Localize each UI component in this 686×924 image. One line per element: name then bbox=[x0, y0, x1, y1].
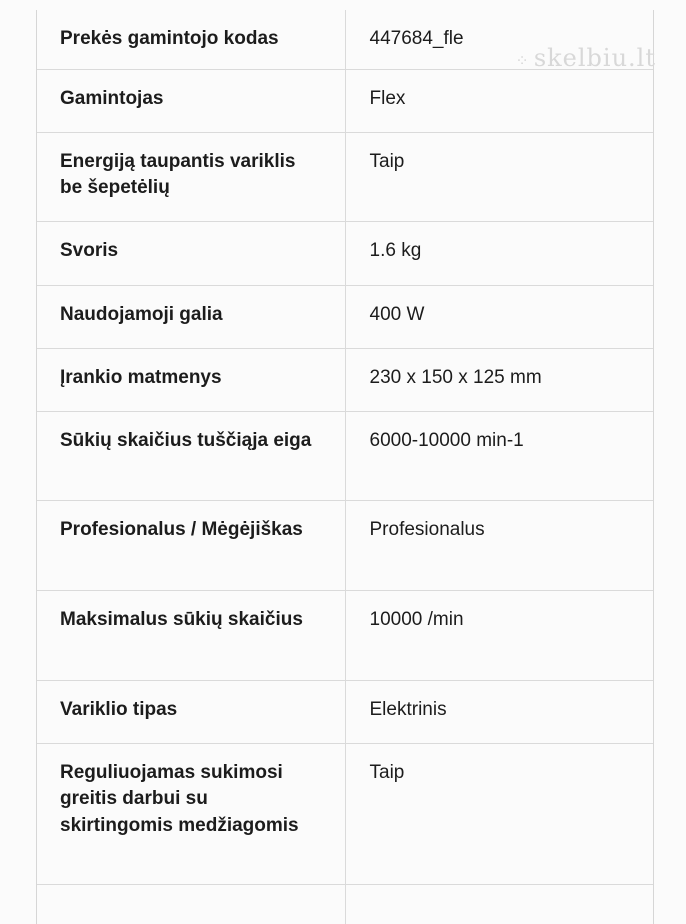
spec-table-container bbox=[36, 10, 654, 924]
table-row bbox=[37, 411, 653, 500]
spec-label: Naudojamoji galia bbox=[37, 285, 345, 348]
table-row bbox=[37, 348, 653, 411]
spec-value: 6000-10000 min-1 bbox=[345, 411, 653, 500]
spec-label bbox=[37, 884, 345, 924]
watermark bbox=[515, 44, 656, 72]
watermark-text: skelbiu.lt bbox=[533, 44, 656, 72]
spec-label: Sūkių skaičius tuščiąja eiga bbox=[37, 411, 345, 500]
spec-label: Variklio tipas bbox=[37, 680, 345, 743]
table-row bbox=[37, 132, 653, 221]
spec-value: 1.6 kg bbox=[345, 221, 653, 285]
table-row bbox=[37, 69, 653, 132]
table-row bbox=[37, 743, 653, 884]
table-row bbox=[37, 285, 653, 348]
spec-value: Taip bbox=[345, 132, 653, 221]
spec-value: Profesionalus bbox=[345, 500, 653, 590]
spec-value: Elektrinis bbox=[345, 680, 653, 743]
table-row bbox=[37, 500, 653, 590]
spec-label: Įrankio matmenys bbox=[37, 348, 345, 411]
spec-label: Energiją taupantis variklis be šepetėlių bbox=[37, 132, 345, 221]
spec-value: Flex bbox=[345, 69, 653, 132]
spec-value: 10000 /min bbox=[345, 590, 653, 680]
spec-label: Profesionalus / Mėgėjiškas bbox=[37, 500, 345, 590]
table-row bbox=[37, 590, 653, 680]
table-row bbox=[37, 884, 653, 924]
table-row bbox=[37, 221, 653, 285]
spec-label: Maksimalus sūkių skaičius bbox=[37, 590, 345, 680]
table-row bbox=[37, 680, 653, 743]
spec-value: 447684_fle bbox=[369, 28, 464, 49]
watermark-dots-icon: ⁘ bbox=[515, 51, 530, 70]
spec-label: Reguliuojamas sukimosi greitis darbui su skirtingomis medžiagomis bbox=[37, 743, 345, 884]
spec-label: Gamintojas bbox=[37, 69, 345, 132]
spec-value: 400 W bbox=[345, 285, 653, 348]
spec-label: Prekės gamintojo kodas bbox=[37, 10, 345, 69]
spec-value bbox=[345, 884, 653, 924]
spec-label: Svoris bbox=[37, 221, 345, 285]
spec-value: 230 x 150 x 125 mm bbox=[345, 348, 653, 411]
spec-value: Taip bbox=[345, 743, 653, 884]
spec-table bbox=[37, 10, 653, 924]
